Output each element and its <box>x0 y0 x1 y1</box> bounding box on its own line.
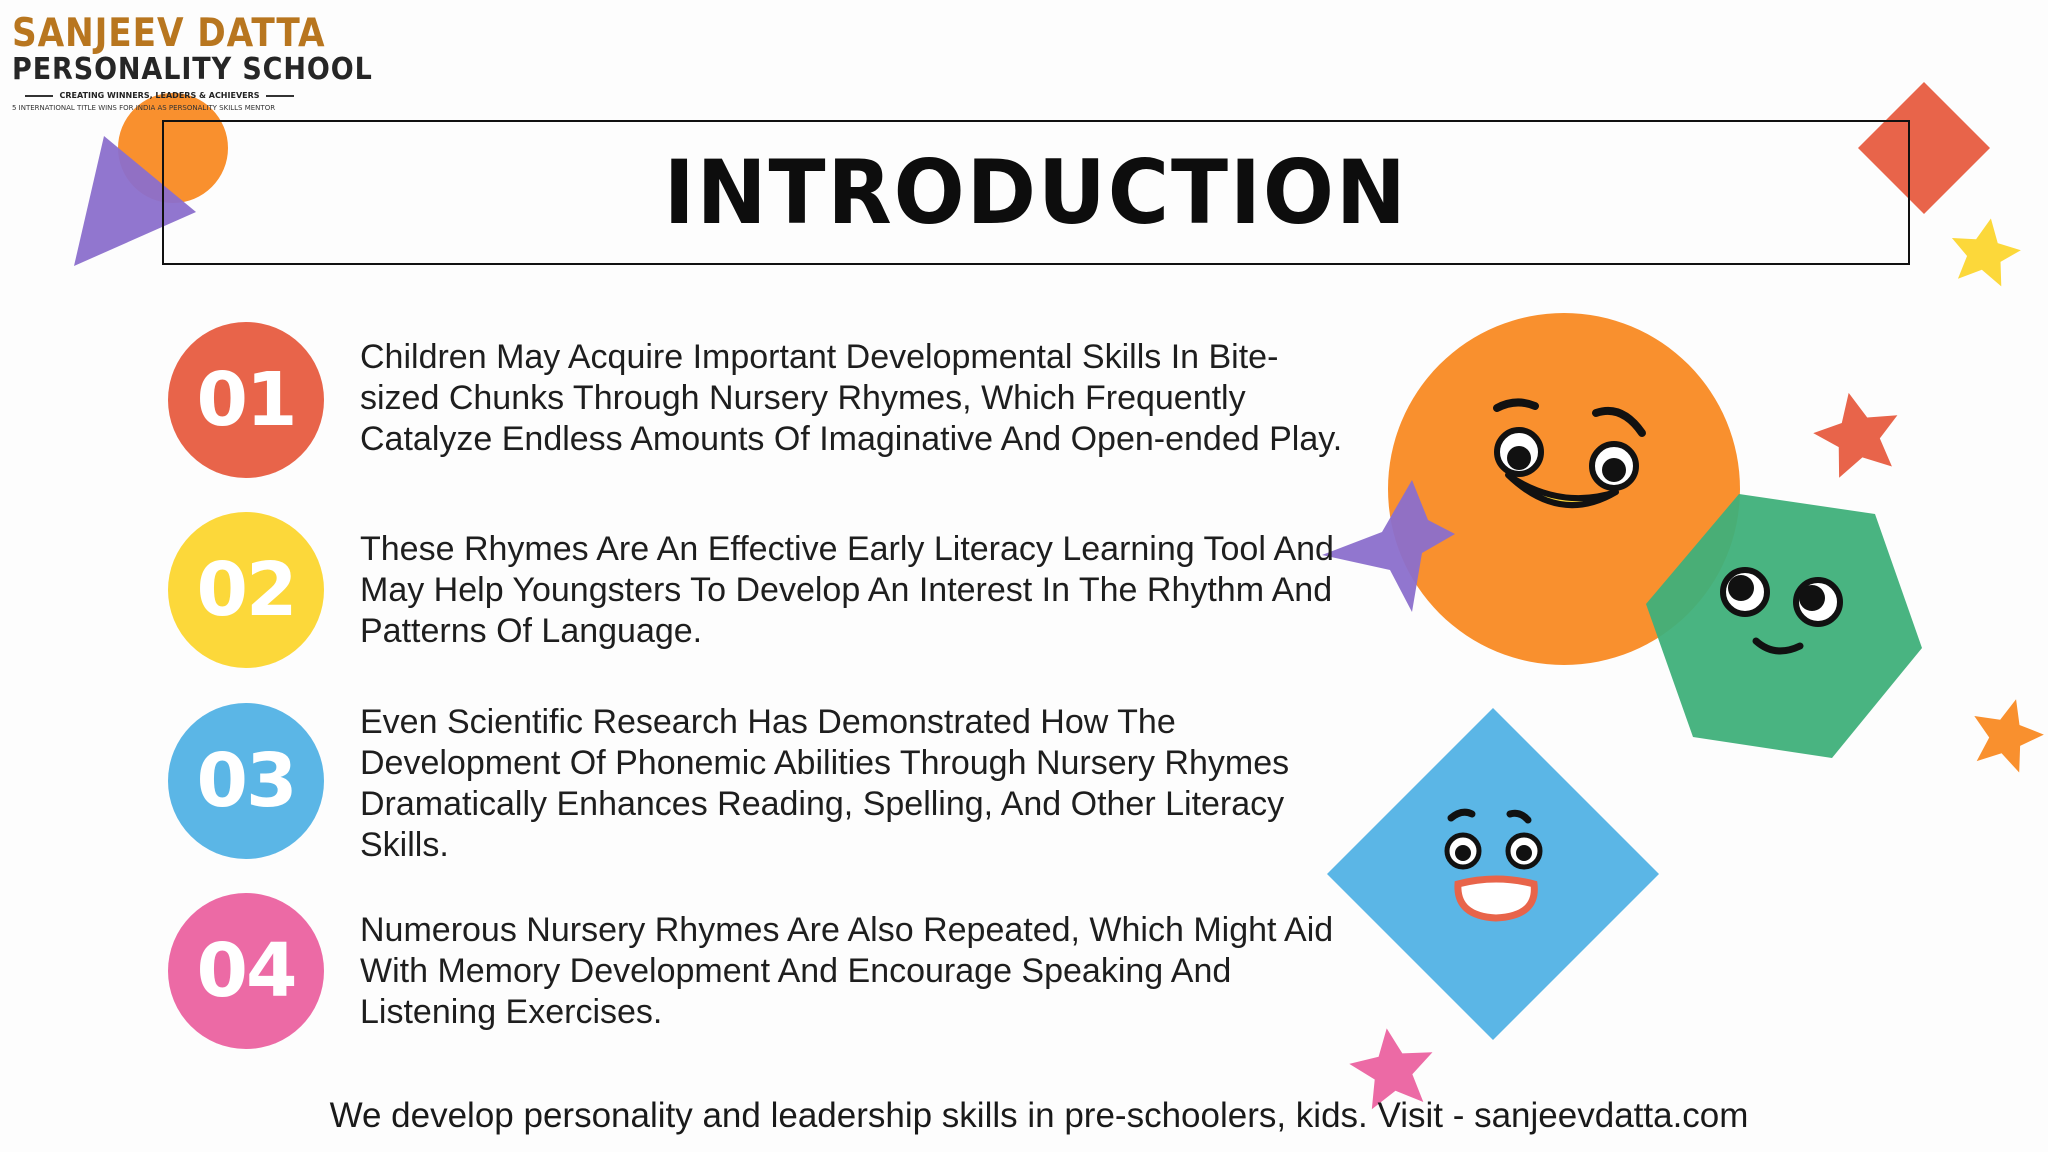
item-number-4: 04 <box>196 928 296 1014</box>
item-text-2: These Rhymes Are An Effective Early Literacy Learning Tool And May Help Youngsters To Develop An Interest In The Rhythm And Patterns Of Language. <box>360 530 1334 650</box>
logo-tagline: CREATING WINNERS, LEADERS & ACHIEVERS <box>12 91 307 100</box>
item-text-4: Numerous Nursery Rhymes Are Also Repeated, Which Might Aid With Memory Development And Encourage Speaking And Listening Exercises. <box>360 911 1334 1031</box>
logo-brand-name: SANJEEV DATTA <box>12 11 326 56</box>
school-logo <box>12 11 373 112</box>
item-number-badge-2 <box>168 512 324 668</box>
logo-school-name: PERSONALITY SCHOOL <box>12 52 373 87</box>
logo-subline: 5 INTERNATIONAL TITLE WINS FOR INDIA AS PERSONALITY SKILLS MENTOR <box>12 104 276 112</box>
red-star-decoration <box>1807 384 1908 481</box>
item-number-2: 02 <box>196 547 296 633</box>
page-title: INTRODUCTION <box>663 141 1409 244</box>
item-number-badge-1 <box>168 322 324 478</box>
orange-star-decoration <box>1963 690 2048 776</box>
title-box <box>162 120 1910 265</box>
item-number-3: 03 <box>196 738 296 824</box>
item-text-3: Even Scientific Research Has Demonstrated How The Development Of Phonemic Abilities Through Nursery Rhymes Dramatically Enhances Reading, Spelling, And Other Literacy Skills. <box>360 703 1290 864</box>
yellow-star-decoration <box>1945 212 2025 288</box>
item-text-1: Children May Acquire Important Developmental Skills In Bite-sized Chunks Through Nursery Rhymes, Which Frequently Catalyze Endless Amounts Of Imaginative And Open-ended Play. <box>360 338 1343 458</box>
item-number-badge-4 <box>168 893 324 1049</box>
item-number-badge-3 <box>168 703 324 859</box>
blue-diamond-character <box>1327 708 1659 1040</box>
item-number-1: 01 <box>196 357 296 443</box>
footer-text: We develop personality and leadership skills in pre-schoolers, kids. Visit - sanjeevdatta.com <box>329 1096 1749 1135</box>
